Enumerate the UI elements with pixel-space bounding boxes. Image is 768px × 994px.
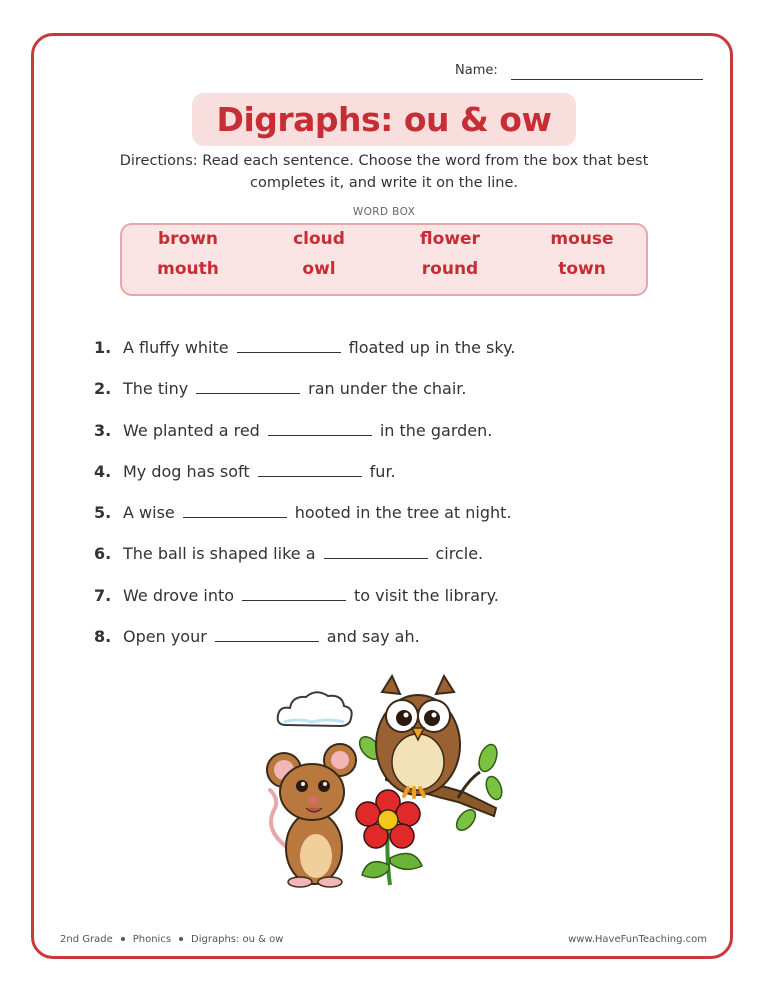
footer-breadcrumb: [60, 934, 283, 945]
word-box-word: brown: [157, 229, 219, 249]
question-text-after: circle.: [435, 544, 484, 563]
word-box-word: round: [421, 259, 479, 279]
answer-blank[interactable]: [268, 434, 372, 436]
question-number: 4.: [94, 462, 112, 481]
cloud-icon: [278, 692, 352, 726]
question-number: 7.: [94, 586, 112, 605]
page-title: Digraphs: ou & ow: [216, 100, 552, 139]
question-item: [94, 462, 396, 481]
name-line[interactable]: [511, 79, 703, 80]
question-number: 8.: [94, 627, 112, 646]
footer-website[interactable]: www.HaveFunTeaching.com: [568, 934, 707, 945]
question-text-after: fur.: [369, 462, 396, 481]
question-text-before: We planted a red: [123, 421, 260, 440]
word-box-word: town: [558, 259, 606, 279]
footer-subject: Phonics: [132, 934, 172, 945]
question-item: [94, 586, 499, 605]
mouse-icon: [267, 744, 356, 887]
question-number: 2.: [94, 379, 112, 398]
illustration: [258, 670, 508, 900]
question-text-before: A fluffy white: [123, 338, 229, 357]
answer-blank[interactable]: [258, 475, 362, 477]
question-item: [94, 338, 515, 357]
question-item: [94, 544, 483, 563]
word-box: [120, 223, 648, 296]
question-item: [94, 379, 466, 398]
question-number: 3.: [94, 421, 112, 440]
question-item: [94, 421, 492, 440]
word-box-word: flower: [420, 229, 480, 249]
answer-blank[interactable]: [183, 516, 287, 518]
question-text-before: My dog has soft: [123, 462, 250, 481]
word-box-label: WORD BOX: [352, 206, 416, 218]
question-text-before: The ball is shaped like a: [123, 544, 316, 563]
bullet-dot: [179, 937, 183, 941]
footer-topic: Digraphs: ou & ow: [191, 934, 284, 945]
question-text-after: in the garden.: [379, 421, 493, 440]
question-number: 6.: [94, 544, 112, 563]
question-text-after: ran under the chair.: [308, 379, 467, 398]
question-text-after: to visit the library.: [354, 586, 499, 605]
question-item: [94, 503, 512, 522]
question-text-before: The tiny: [123, 379, 189, 398]
answer-blank[interactable]: [242, 599, 346, 601]
question-number: 5.: [94, 503, 112, 522]
question-item: [94, 627, 420, 646]
word-box-word: owl: [302, 259, 336, 279]
question-text-after: hooted in the tree at night.: [294, 503, 512, 522]
question-text-after: floated up in the sky.: [348, 338, 516, 357]
question-text-before: A wise: [123, 503, 175, 522]
answer-blank[interactable]: [215, 640, 319, 642]
bullet-dot: [121, 937, 125, 941]
name-label: Name:: [455, 63, 498, 78]
answer-blank[interactable]: [196, 392, 300, 394]
flower-icon: [356, 790, 422, 885]
title-banner: [192, 93, 576, 146]
directions-text: Directions: Read each sentence. Choose the word from the box that best completes it, and write it on the line.: [119, 153, 649, 191]
question-text-before: Open your: [123, 627, 207, 646]
question-text-after: and say ah.: [326, 627, 420, 646]
footer-grade: 2nd Grade: [60, 934, 113, 945]
question-number: 1.: [94, 338, 112, 357]
question-text-before: We drove into: [123, 586, 235, 605]
answer-blank[interactable]: [237, 351, 341, 353]
answer-blank[interactable]: [324, 557, 428, 559]
word-box-word: cloud: [293, 229, 345, 249]
word-box-word: mouse: [550, 229, 614, 249]
owl-icon: [376, 676, 460, 797]
word-box-word: mouth: [157, 259, 219, 279]
